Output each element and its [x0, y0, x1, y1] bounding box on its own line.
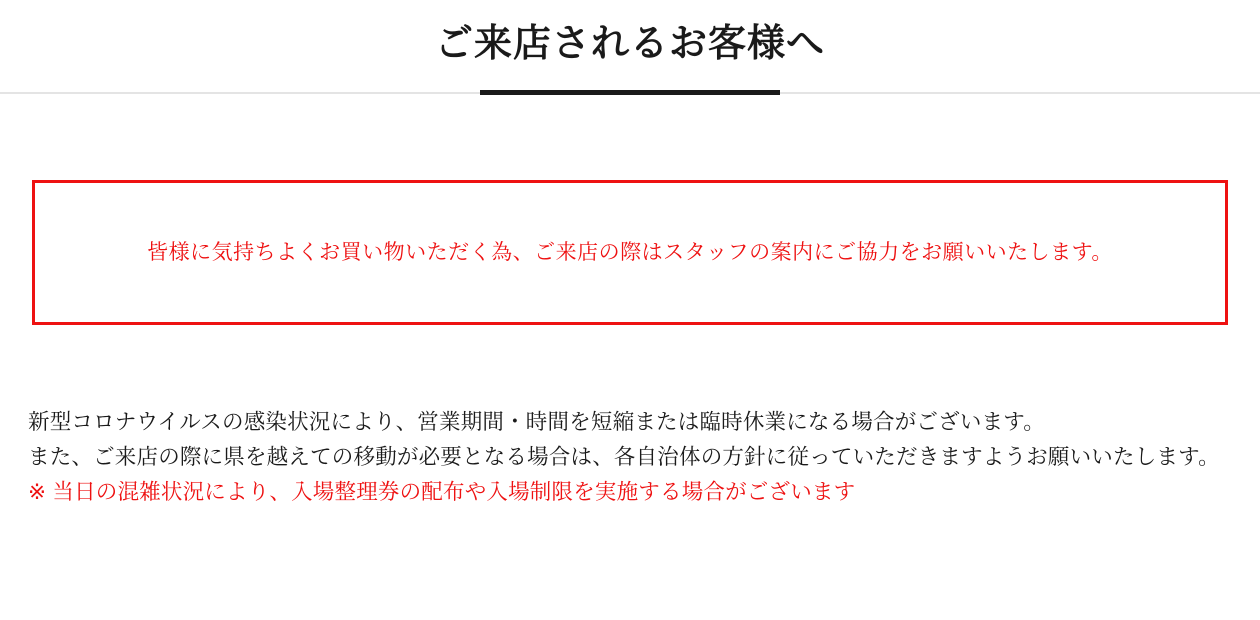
- notice-text: 皆様に気持ちよくお買い物いただく為、ご来店の際はスタッフの案内にご協力をお願いいたします。: [147, 240, 1113, 264]
- page-title: ご来店されるお客様へ: [434, 23, 825, 65]
- body-paragraph-3: ※ 当日の混雑状況により、入場整理券の配布や入場制限を実施する場合がございます: [28, 479, 856, 504]
- title-underline: [480, 90, 780, 95]
- body-paragraph-2: また、ご来店の際に県を越えての移動が必要となる場合は、各自治体の方針に従っていただきますようお願いいたします。: [28, 444, 1220, 469]
- page-header: [0, 0, 1260, 94]
- body-text-block: [28, 405, 1233, 509]
- notice-box: [32, 180, 1228, 325]
- body-paragraph-1: 新型コロナウイルスの感染状況により、営業期間・時間を短縮または臨時休業になる場合がございます。: [28, 410, 1045, 434]
